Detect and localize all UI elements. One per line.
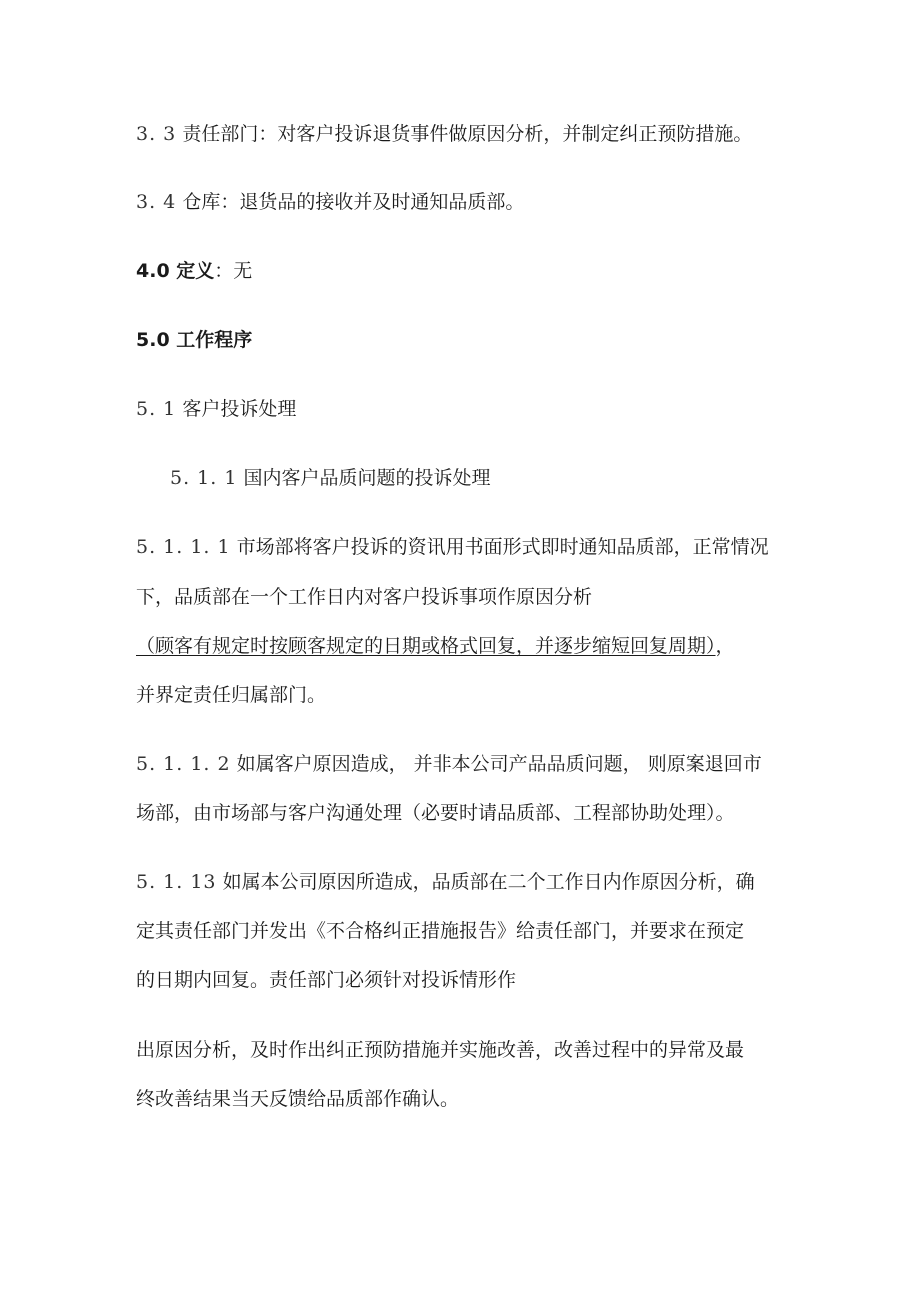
section-5-1-1-1-line2 (136, 585, 796, 610)
section-text: 如属客户原因造成， 并非本公司产品品质问题， 则原案退回市 (236, 753, 762, 775)
section-text: 的日期内回复。责任部门必须针对投诉情形作 (136, 969, 517, 991)
section-text: 客户投诉处理 (182, 398, 297, 420)
section-5-1-1-1-line3 (136, 634, 796, 659)
section-text: 市场部将客户投诉的资讯用书面形式即时通知品质部，正常情况 (236, 536, 769, 558)
continuation-line1 (136, 1038, 796, 1063)
section-text: 责任部门：对客户投诉退货事件做原因分析，并制定纠正预防措施。 (182, 123, 753, 145)
section-number: 5. 1 (136, 398, 177, 420)
section-text: ：无 (214, 260, 253, 282)
section-heading: 5.0 工作程序 (136, 329, 253, 351)
continuation-line2 (136, 1087, 796, 1112)
section-text: 如属本公司原因所造成，品质部在二个工作日内作原因分析，确 (222, 871, 755, 893)
section-5-1-13-line3 (136, 968, 796, 993)
section-number: 3. 4 (136, 191, 177, 213)
section-heading: 4.0 定义 (136, 260, 215, 282)
section-5-1-13-line2 (136, 919, 796, 944)
section-text: 定其责任部门并发出《不合格纠正措施报告》给责任部门，并要求在预定 (136, 920, 745, 942)
section-number: 5. 1. 1. 2 (136, 753, 231, 775)
section-number: 5. 1. 1 (170, 467, 238, 489)
section-5-1-1-2-line2 (136, 801, 796, 826)
section-text: ， (715, 635, 735, 657)
section-5-1-13-line1 (136, 870, 796, 895)
section-number: 5. 1. 13 (136, 871, 217, 893)
section-5-1-1-1-line1 (136, 535, 796, 560)
section-5-1-1 (170, 466, 830, 491)
underlined-note: （顾客有规定时按顾客规定的日期或格式回复，并逐步缩短回复周期） (136, 635, 716, 657)
section-text: 国内客户品质问题的投诉处理 (243, 467, 491, 489)
section-5-1 (136, 397, 796, 422)
section-text: 场部，由市场部与客户沟通处理（必要时请品质部、工程部协助处理）。 (136, 802, 735, 824)
section-number: 5. 1. 1. 1 (136, 536, 231, 558)
section-number: 3. 3 (136, 123, 177, 145)
section-text: 下，品质部在一个工作日内对客户投诉事项作原因分析 (136, 586, 593, 608)
section-5-1-1-2-line1 (136, 752, 796, 777)
section-3-4 (136, 190, 796, 215)
section-text: 并界定责任归属部门。 (136, 684, 327, 706)
section-5-heading (136, 328, 796, 353)
section-text: 仓库：退货品的接收并及时通知品质部。 (182, 191, 525, 213)
section-text: 出原因分析，及时作出纠正预防措施并实施改善，改善过程中的异常及最 (136, 1039, 745, 1061)
section-text: 终改善结果当天反馈给品质部作确认。 (136, 1088, 460, 1110)
section-3-3 (136, 122, 796, 147)
section-5-1-1-1-line4 (136, 683, 796, 708)
section-4-definition (136, 259, 796, 284)
